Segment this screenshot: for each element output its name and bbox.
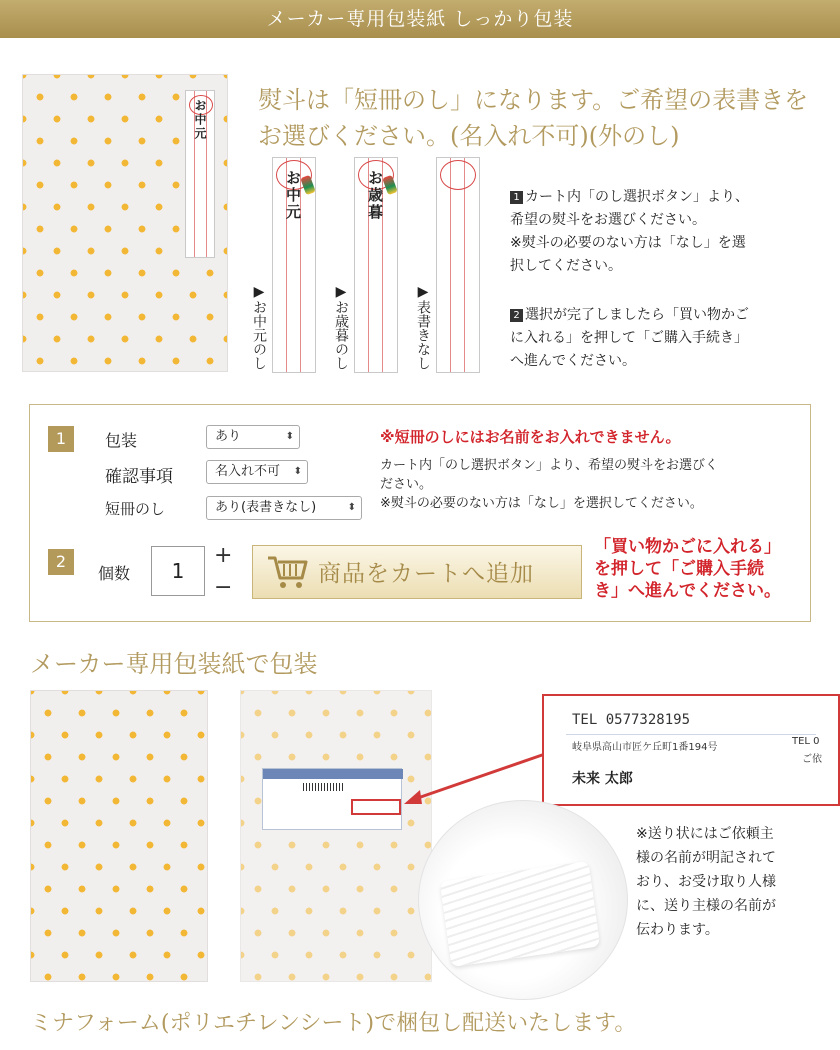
qty-minus-button[interactable]: − — [214, 575, 233, 600]
quantity-input[interactable]: 1 — [151, 546, 205, 596]
confirm-select[interactable]: 名入れ不可 ⬍ — [206, 460, 308, 484]
header-title: メーカー専用包装紙 しっかり包装 — [266, 8, 574, 30]
noshi-caption-blank: ▶表書きなし — [415, 284, 431, 370]
wrapped-box-photo — [30, 690, 208, 982]
noshi-intro-line2: お選びください。(名入れ不可)(外のし) — [258, 122, 680, 150]
shipping-note: ※送り状にはご依頼主 様の名前が明記されて おり、お受け取り人様 に、送り主様の名前が 伝わります。 — [636, 826, 776, 938]
foam-sheet-photo — [418, 800, 628, 1000]
label-zoom — [542, 694, 840, 806]
label-zoom-address: 岐阜県高山市匠ケ丘町1番194号 — [572, 742, 718, 753]
label-zoom-name: 未来 太郎 — [572, 771, 633, 787]
noshi-sample-text: お歳暮 — [366, 170, 384, 221]
cart-icon — [266, 552, 310, 592]
instructions-step1: 1 カート内「のし選択ボタン」より、 希望の熨斗をお選びください。 ※熨斗の必要のない方は「なし」を選 択してください。 — [510, 189, 749, 274]
wrap-label: 包装 — [105, 431, 138, 450]
qty-plus-button[interactable]: + — [214, 543, 233, 568]
noshi-caption-oseibo: ▶お歳暮のし — [333, 284, 349, 370]
footer-text: ミナフォーム(ポリエチレンシート)で梱包し配送いたします。 — [30, 1011, 637, 1036]
select-arrow-icon: ⬍ — [293, 466, 302, 477]
confirm-label: 確認事項 — [105, 467, 173, 487]
qty-label: 個数 — [98, 564, 131, 583]
tanzaku-select[interactable]: あり(表書きなし) ⬍ — [206, 496, 362, 520]
step-1-badge: 1 — [48, 426, 74, 452]
label-zoom-tel-right: TEL 0 — [792, 736, 820, 747]
add-to-cart-label: 商品をカートへ追加 — [318, 561, 534, 587]
shipping-label — [262, 768, 402, 830]
noshi-caption-ochugen: ▶お中元のし — [251, 284, 267, 370]
noshi-sample-text: お中元 — [284, 170, 302, 221]
wrap-select[interactable]: あり ⬍ — [206, 425, 300, 449]
noshi-sample-ochugen — [272, 157, 316, 373]
select-arrow-icon: ⬍ — [285, 431, 294, 442]
step-2-badge: 2 — [48, 549, 74, 575]
tanzaku-warning: ※短冊のしにはお名前をお入れできません。 — [380, 428, 681, 446]
noshi-sample-oseibo — [354, 157, 398, 373]
shipped-package-photo — [240, 690, 432, 982]
tanzaku-label: 短冊のし — [105, 500, 166, 518]
step-badge: 1 — [510, 191, 523, 204]
preview-noshi-text: お中元 — [193, 99, 207, 141]
instructions-step2: 2 選択が完了しましたら「買い物かご に入れる」を押して「ご購入手続き」 へ進んでください。 — [510, 307, 749, 369]
select-arrow-icon: ⬍ — [347, 502, 356, 513]
cart-note: 「買い物かごに入れる」 を押して「ご購入手続 き」へ進んでください。 — [594, 537, 781, 601]
preview-noshi-strip — [185, 90, 215, 258]
tanzaku-info: カート内「のし選択ボタン」より、希望の熨斗をお選びく ださい。 ※熨斗の必要のない方は「なし」を選択してください。 — [380, 458, 719, 511]
label-zoom-right-sub: ご依 — [802, 754, 822, 765]
step-badge: 2 — [510, 309, 523, 322]
noshi-intro-line1: 熨斗は「短冊のし」になります。ご希望の表書きを — [258, 86, 809, 114]
noshi-sample-blank — [436, 157, 480, 373]
label-zoom-tel: TEL 0577328195 — [572, 712, 691, 728]
section2-title: メーカー専用包装紙で包装 — [30, 650, 318, 678]
